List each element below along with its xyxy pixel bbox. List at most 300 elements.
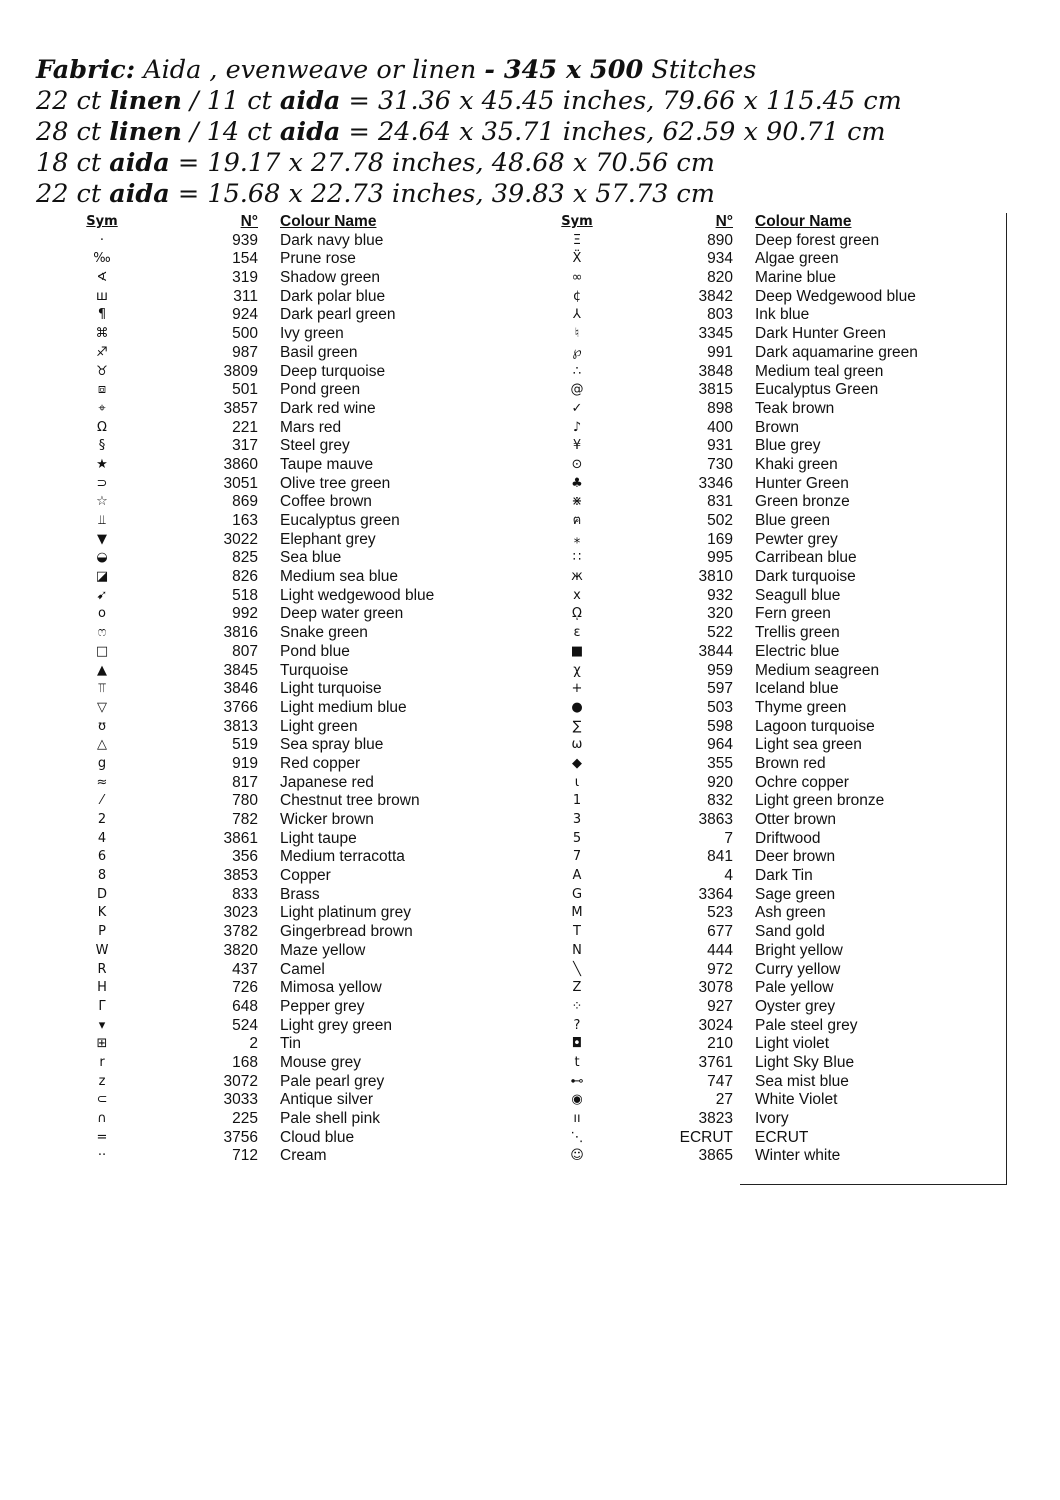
thread-number-cell: 677 xyxy=(707,923,733,941)
symbol-cell: ¥ xyxy=(572,438,582,454)
thread-number-cell: 992 xyxy=(232,605,258,623)
thread-number-cell: 522 xyxy=(707,624,733,642)
colour-name-cell: Blue grey xyxy=(755,437,821,455)
thread-number-cell: 3846 xyxy=(223,680,258,698)
fabric-spec-segment: 22 ct xyxy=(36,179,110,209)
thread-number-cell: 168 xyxy=(232,1053,258,1071)
symbol-cell: ℘ xyxy=(572,344,582,360)
number-header: N° xyxy=(715,213,733,230)
legend-bottom-border xyxy=(740,1184,1007,1185)
symbol-cell: 5 xyxy=(572,830,582,846)
thread-number-cell: 3863 xyxy=(698,811,733,828)
thread-number-cell: 523 xyxy=(707,904,733,922)
thread-number-cell: 3364 xyxy=(698,885,733,903)
thread-number-cell: 524 xyxy=(232,1016,258,1034)
colour-name-cell: Pale pearl grey xyxy=(280,1072,385,1090)
thread-number-cell: 959 xyxy=(707,661,733,679)
colour-name-cell: Hunter Green xyxy=(755,474,849,492)
thread-number-cell: 991 xyxy=(707,343,733,361)
symbol-cell: A xyxy=(572,868,582,884)
thread-number-cell: 831 xyxy=(707,493,733,511)
symbol-cell: ☆ xyxy=(96,494,108,510)
colour-name-cell: Light violet xyxy=(755,1035,830,1053)
thread-number-cell: 3345 xyxy=(698,325,733,343)
colour-name-cell: Carribean blue xyxy=(755,549,857,567)
thread-number-cell: 712 xyxy=(232,1147,258,1165)
fabric-spec-segment: / 14 ct xyxy=(181,117,280,147)
colour-name-cell: Mars red xyxy=(280,418,342,436)
colour-name-cell: Olive tree green xyxy=(280,474,391,492)
colour-name-cell: Gingerbread brown xyxy=(280,923,413,941)
thread-number-cell: 500 xyxy=(232,325,258,343)
symbol-cell: ·· xyxy=(97,1148,107,1164)
symbol-cell: T xyxy=(573,924,581,940)
thread-number-cell: 919 xyxy=(232,754,258,772)
fabric-spec-line xyxy=(36,148,1036,179)
symbol-cell: ⋱ xyxy=(570,1129,584,1145)
thread-number-cell: 221 xyxy=(232,418,258,436)
thread-number-cell: 3815 xyxy=(698,381,733,399)
symbol-cell: ε xyxy=(573,625,581,641)
colour-name-cell: Deep Wedgewood blue xyxy=(755,287,916,305)
colour-name-cell: Pond blue xyxy=(280,642,350,660)
symbol-cell: ⊙ xyxy=(571,456,583,472)
symbol-cell: 6 xyxy=(97,849,107,865)
thread-number-cell: 3810 xyxy=(698,568,733,586)
thread-number-cell: 163 xyxy=(232,512,258,529)
colour-name-cell: Fern green xyxy=(755,605,831,623)
thread-number-cell: 3033 xyxy=(223,1091,258,1109)
symbol-cell: · xyxy=(99,232,105,248)
symbol-cell: ⊞ xyxy=(96,1036,108,1052)
colour-name-cell: Mouse grey xyxy=(280,1053,361,1071)
symbol-cell: ⊂ xyxy=(96,1092,108,1108)
colour-name-cell: Sand gold xyxy=(755,923,825,941)
symbol-cell: ● xyxy=(571,699,583,715)
thread-number-cell: 3809 xyxy=(223,362,258,380)
symbol-cell: Γ xyxy=(98,998,106,1014)
thread-number-cell: 782 xyxy=(232,811,258,828)
colour-name-cell: Red copper xyxy=(280,754,361,772)
symbol-cell: ➹ xyxy=(96,587,108,603)
symbol-cell: ♐ xyxy=(96,344,108,360)
symbol-cell: ◘ xyxy=(571,1036,583,1052)
symbol-cell: ⊃ xyxy=(96,475,108,491)
fabric-spec-segment: linen xyxy=(109,117,182,147)
symbol-cell: H xyxy=(97,980,107,996)
colour-name-cell: Light sea green xyxy=(755,736,862,754)
thread-number-cell: 3861 xyxy=(223,829,258,847)
fabric-spec-segment: / 11 ct xyxy=(181,86,280,116)
fabric-spec-segment: linen xyxy=(109,86,182,116)
thread-number-cell: 502 xyxy=(707,512,733,529)
colour-name-cell: Wicker brown xyxy=(280,811,374,828)
colour-name-cell: Thyme green xyxy=(755,698,847,716)
thread-number-cell: 400 xyxy=(707,418,733,436)
thread-number-cell: 825 xyxy=(232,549,258,567)
symbol-cell: 3 xyxy=(572,812,582,827)
colour-name-cell: Mimosa yellow xyxy=(280,979,382,997)
colour-name-cell: Bright yellow xyxy=(755,941,843,959)
symbol-cell: W xyxy=(95,942,109,958)
thread-number-cell: 3766 xyxy=(223,698,258,716)
colour-name-cell: Dark navy blue xyxy=(280,231,384,249)
colour-name-cell: Elephant grey xyxy=(280,530,376,548)
thread-number-cell: 3051 xyxy=(223,474,258,492)
symbol-cell: ෆ xyxy=(97,625,107,641)
thread-number-cell: 437 xyxy=(232,960,258,978)
symbol-cell: § xyxy=(98,438,106,454)
colour-name-cell: Pale steel grey xyxy=(755,1016,858,1034)
symbol-cell: = xyxy=(96,1129,108,1145)
symbol-cell: G xyxy=(571,886,583,902)
symbol-cell: ♉ xyxy=(96,363,108,379)
colour-name-cell: Green bronze xyxy=(755,493,850,511)
colour-name-cell: Basil green xyxy=(280,343,358,361)
thread-number-cell: 355 xyxy=(707,754,733,772)
colour-name-cell: Ivy green xyxy=(280,325,344,343)
symbol-cell: ⊷ xyxy=(570,1073,584,1089)
fabric-spec-segment: aida xyxy=(109,148,170,178)
colour-name-cell: Coffee brown xyxy=(280,493,372,511)
thread-number-cell: 890 xyxy=(707,231,733,249)
symbol-cell: ⁎ xyxy=(573,531,581,547)
symbol-cell: 8 xyxy=(97,868,107,884)
symbol-cell: ⌖ xyxy=(98,400,106,416)
colour-name-cell: Algae green xyxy=(755,250,839,268)
thread-number-cell: 832 xyxy=(707,792,733,810)
thread-number-cell: 210 xyxy=(707,1035,733,1053)
thread-number-cell: 3078 xyxy=(698,979,733,997)
thread-number-cell: 3816 xyxy=(223,624,258,642)
symbol-cell: ∞ xyxy=(571,270,583,286)
colour-name-cell: ECRUT xyxy=(755,1128,809,1146)
symbol-cell: ⫫ xyxy=(98,513,106,528)
symbol-cell: ∩ xyxy=(97,1111,107,1126)
thread-number-cell: 726 xyxy=(232,979,258,997)
colour-name-cell: Sea blue xyxy=(280,549,342,567)
colour-name-cell: Light Sky Blue xyxy=(755,1053,855,1071)
fabric-spec-segment: Aida , evenweave or linen xyxy=(135,55,485,85)
symbol-cell: ῼ xyxy=(572,606,582,622)
colour-name-cell: Turquoise xyxy=(280,661,349,679)
fabric-spec-segment: Stitches xyxy=(643,55,757,85)
symbol-cell: K xyxy=(97,905,107,921)
colour-name-cell: Medium teal green xyxy=(755,362,884,380)
symbol-cell: g xyxy=(97,755,107,771)
colour-name-cell: Winter white xyxy=(755,1147,841,1165)
thread-number-cell: 3346 xyxy=(698,474,733,492)
symbol-cell: ʊ xyxy=(97,718,107,734)
fabric-spec-segment: 28 ct xyxy=(36,117,110,147)
symbol-cell: ≈ xyxy=(96,774,108,790)
colour-name-cell: Light grey green xyxy=(280,1016,393,1034)
symbol-cell: + xyxy=(571,681,583,697)
symbol-cell: ⧈ xyxy=(97,382,107,398)
symbol-cell: ω xyxy=(571,737,583,753)
thread-number-cell: 648 xyxy=(232,997,258,1015)
symbol-cell: R xyxy=(97,961,107,977)
thread-number-cell: 995 xyxy=(707,549,733,567)
colour-name-cell: Cream xyxy=(280,1147,327,1165)
thread-number-cell: 3865 xyxy=(698,1147,733,1165)
fabric-spec-line xyxy=(36,86,1036,117)
symbol-cell: ⫪ xyxy=(98,681,106,697)
thread-number-cell: 444 xyxy=(707,941,733,959)
symbol-cell: ‰ xyxy=(93,251,111,267)
colour-name-cell: Snake green xyxy=(280,624,368,642)
thread-number-cell: 841 xyxy=(707,848,733,866)
thread-number-cell: 807 xyxy=(232,642,258,660)
colour-name-cell: Iceland blue xyxy=(755,680,839,698)
colour-name-cell: Pewter grey xyxy=(755,530,838,548)
symbol-cell: ⁘ xyxy=(571,998,583,1014)
symbol-cell: ◆ xyxy=(572,755,582,771)
symbol-cell: ∴ xyxy=(572,363,582,379)
symbol-cell: ◒ xyxy=(96,550,108,566)
symbol-cell: @ xyxy=(570,382,584,398)
thread-number-cell: 3848 xyxy=(698,362,733,380)
colour-name-cell: Khaki green xyxy=(755,455,838,473)
symbol-cell: t xyxy=(574,1054,580,1070)
symbol-cell: 2 xyxy=(97,812,107,827)
symbol-cell: ♪ xyxy=(572,419,582,435)
colour-name-cell: Light platinum grey xyxy=(280,904,411,922)
colour-name-cell: Japanese red xyxy=(280,773,374,791)
colour-name-cell: Lagoon turquoise xyxy=(755,717,875,735)
colour-name-cell: Electric blue xyxy=(755,642,840,660)
thread-number-cell: 817 xyxy=(232,773,258,791)
thread-number-cell: 3782 xyxy=(223,923,258,941)
colour-name-cell: Deep forest green xyxy=(755,231,880,249)
colour-name-cell: Dark polar blue xyxy=(280,287,386,305)
colour-name-cell: Brown xyxy=(755,418,799,436)
symbol-cell: ∑ xyxy=(572,718,582,734)
colour-name-cell: Camel xyxy=(280,960,325,978)
thread-number-cell: ECRUT xyxy=(679,1128,733,1146)
symbol-cell: ⅄ xyxy=(573,307,581,323)
symbol-cell: Ξ xyxy=(572,232,582,248)
colour-name-cell: Brown red xyxy=(755,754,826,772)
colour-name-cell: Brass xyxy=(280,885,320,903)
symbol-cell: ◉ xyxy=(571,1092,583,1108)
symbol-cell: ♣ xyxy=(571,475,583,491)
colour-name-cell: Sea spray blue xyxy=(280,736,384,754)
colour-name-cell: Pepper grey xyxy=(280,997,365,1015)
thread-number-cell: 311 xyxy=(233,287,258,305)
fabric-spec-segment: = 15.68 x 22.73 inches, 39.83 x 57.73 cm xyxy=(169,179,715,209)
colour-name-cell: Medium sea blue xyxy=(280,568,399,586)
thread-number-cell: 3761 xyxy=(698,1053,733,1071)
colour-name-cell: Sage green xyxy=(755,885,836,903)
symbol-cell: 7 xyxy=(572,849,582,865)
colour-name-cell: Deer brown xyxy=(755,848,836,866)
colour-name-cell: Teak brown xyxy=(755,399,835,417)
symbol-cell: ∷ xyxy=(572,550,582,566)
colour-name-cell: Otter brown xyxy=(755,811,836,828)
symbol-cell: ▽ xyxy=(97,699,107,715)
fabric-spec-segment: - 345 x 500 xyxy=(484,55,644,85)
thread-number-cell: 964 xyxy=(707,736,733,754)
symbol-cell: ш xyxy=(96,288,108,304)
thread-number-cell: 803 xyxy=(707,306,733,324)
thread-number-cell: 920 xyxy=(707,773,733,791)
thread-number-cell: 833 xyxy=(232,885,258,903)
colour-name-cell: Light green xyxy=(280,717,358,735)
colour-name-cell: Deep turquoise xyxy=(280,362,386,380)
colour-name-header: Colour Name xyxy=(280,213,377,230)
thread-number-cell: 598 xyxy=(707,717,733,735)
thread-number-cell: 747 xyxy=(707,1072,733,1090)
symbol-cell: ▼ xyxy=(97,531,107,547)
thread-number-cell: 319 xyxy=(232,269,258,287)
colour-name-cell: Light turquoise xyxy=(280,680,382,698)
thread-number-cell: 972 xyxy=(707,960,733,978)
symbol-cell: ⁄ xyxy=(100,793,104,809)
colour-name-cell: Ochre copper xyxy=(755,773,849,791)
thread-number-cell: 518 xyxy=(232,586,258,604)
symbol-cell: ¢ xyxy=(572,288,582,304)
thread-number-cell: 939 xyxy=(232,231,258,249)
thread-number-cell: 3820 xyxy=(223,941,258,959)
thread-number-cell: 3857 xyxy=(223,399,258,417)
legend-right-border xyxy=(1006,213,1007,1185)
fabric-spec-segment: Fabric: xyxy=(36,55,136,85)
thread-number-cell: 169 xyxy=(707,530,733,548)
colour-name-cell: Maze yellow xyxy=(280,941,366,959)
thread-number-cell: 356 xyxy=(232,848,258,866)
fabric-spec-segment: 22 ct xyxy=(36,86,110,116)
thread-number-cell: 924 xyxy=(232,306,258,324)
thread-number-cell: 3823 xyxy=(698,1110,733,1127)
colour-name-cell: Eucalyptus Green xyxy=(755,381,879,399)
fabric-header xyxy=(36,55,1036,210)
sym-header: Sym xyxy=(561,214,593,229)
colour-name-cell: Dark Tin xyxy=(755,867,813,885)
thread-number-cell: 780 xyxy=(232,792,258,810)
symbol-cell: ฅ xyxy=(572,513,582,528)
symbol-cell: ◪ xyxy=(95,569,109,585)
thread-number-cell: 4 xyxy=(724,867,733,885)
colour-name-cell: Ash green xyxy=(755,904,826,922)
colour-name-cell: Dark red wine xyxy=(280,399,376,417)
colour-name-cell: Copper xyxy=(280,867,331,885)
fabric-spec-segment: aida xyxy=(279,117,341,147)
symbol-cell: ıı xyxy=(573,1111,581,1126)
thread-number-cell: 927 xyxy=(707,997,733,1015)
symbol-cell: M xyxy=(571,905,583,921)
thread-number-cell: 3853 xyxy=(223,867,258,885)
colour-name-cell: Prune rose xyxy=(280,250,356,268)
colour-name-cell: Eucalyptus green xyxy=(280,512,400,529)
colour-name-header: Colour Name xyxy=(755,213,852,230)
thread-number-cell: 519 xyxy=(232,736,258,754)
symbol-cell: ⋇ xyxy=(571,494,583,510)
colour-name-cell: Curry yellow xyxy=(755,960,841,978)
fabric-spec-segment: aida xyxy=(279,86,341,116)
thread-number-cell: 501 xyxy=(232,381,258,399)
thread-number-cell: 3022 xyxy=(223,530,258,548)
symbol-cell: ɩ xyxy=(574,774,580,790)
symbol-cell: □ xyxy=(95,643,109,659)
symbol-cell: P xyxy=(98,924,106,940)
symbol-cell: ▾ xyxy=(98,1017,106,1033)
thread-number-cell: 932 xyxy=(707,586,733,604)
symbol-cell: ? xyxy=(573,1017,581,1033)
thread-number-cell: 820 xyxy=(707,269,733,287)
colour-name-cell: Ivory xyxy=(755,1110,789,1127)
symbol-cell: ╲ xyxy=(573,961,581,977)
thread-number-cell: 3024 xyxy=(698,1016,733,1034)
thread-number-cell: 3860 xyxy=(223,455,258,473)
symbol-cell: χ xyxy=(573,662,581,678)
colour-name-cell: Pale yellow xyxy=(755,979,834,997)
colour-name-cell: Trellis green xyxy=(755,624,840,642)
symbol-cell: ⌘ xyxy=(95,326,109,342)
thread-number-cell: 320 xyxy=(707,605,733,623)
symbol-cell: ∢ xyxy=(96,270,108,286)
colour-name-cell: Steel grey xyxy=(280,437,350,455)
thread-number-cell: 3845 xyxy=(223,661,258,679)
thread-number-cell: 3072 xyxy=(223,1072,258,1090)
thread-number-cell: 869 xyxy=(232,493,258,511)
thread-number-cell: 225 xyxy=(232,1110,258,1127)
thread-number-cell: 503 xyxy=(707,698,733,716)
thread-number-cell: 3756 xyxy=(223,1128,258,1146)
colour-name-cell: Seagull blue xyxy=(755,586,841,604)
sym-header: Sym xyxy=(86,214,118,229)
colour-name-cell: Light taupe xyxy=(280,829,357,847)
colour-name-cell: Ink blue xyxy=(755,306,810,324)
thread-number-cell: 3813 xyxy=(223,717,258,735)
number-header: N° xyxy=(240,213,258,230)
colour-name-cell: Antique silver xyxy=(280,1091,374,1109)
colour-name-cell: Light medium blue xyxy=(280,698,407,716)
symbol-cell: ж xyxy=(571,569,583,585)
colour-name-cell: White Violet xyxy=(755,1091,838,1109)
colour-name-cell: Dark turquoise xyxy=(755,568,856,586)
thread-number-cell: 987 xyxy=(232,343,258,361)
colour-name-cell: Shadow green xyxy=(280,269,380,287)
colour-name-cell: Oyster grey xyxy=(755,997,836,1015)
fabric-spec-segment: aida xyxy=(109,179,170,209)
thread-number-cell: 934 xyxy=(707,250,733,268)
symbol-cell: △ xyxy=(97,737,107,753)
symbol-cell: r xyxy=(99,1054,105,1070)
symbol-cell: 1 xyxy=(572,793,582,809)
fabric-spec-line xyxy=(36,179,1036,210)
symbol-cell: ★ xyxy=(96,456,108,472)
colour-name-cell: Chestnut tree brown xyxy=(280,792,420,810)
symbol-cell: 4 xyxy=(97,830,107,846)
colour-name-cell: Blue green xyxy=(755,512,830,529)
symbol-cell: Ẍ xyxy=(572,251,582,267)
thread-number-cell: 2 xyxy=(249,1035,258,1053)
symbol-cell: z xyxy=(98,1073,106,1089)
symbol-cell: ¶ xyxy=(97,307,107,323)
symbol-cell: D xyxy=(96,886,107,902)
thread-number-cell: 27 xyxy=(715,1091,733,1109)
thread-number-cell: 730 xyxy=(707,455,733,473)
colour-name-cell: Light green bronze xyxy=(755,792,885,810)
thread-number-cell: 154 xyxy=(232,250,258,268)
colour-name-cell: Taupe mauve xyxy=(280,455,374,473)
thread-number-cell: 898 xyxy=(707,399,733,417)
fabric-spec-segment: = 24.64 x 35.71 inches, 62.59 x 90.71 cm xyxy=(340,117,886,147)
symbol-cell: Ω xyxy=(97,419,107,435)
colour-name-cell: Dark aquamarine green xyxy=(755,343,918,361)
fabric-spec-line xyxy=(36,55,1036,86)
